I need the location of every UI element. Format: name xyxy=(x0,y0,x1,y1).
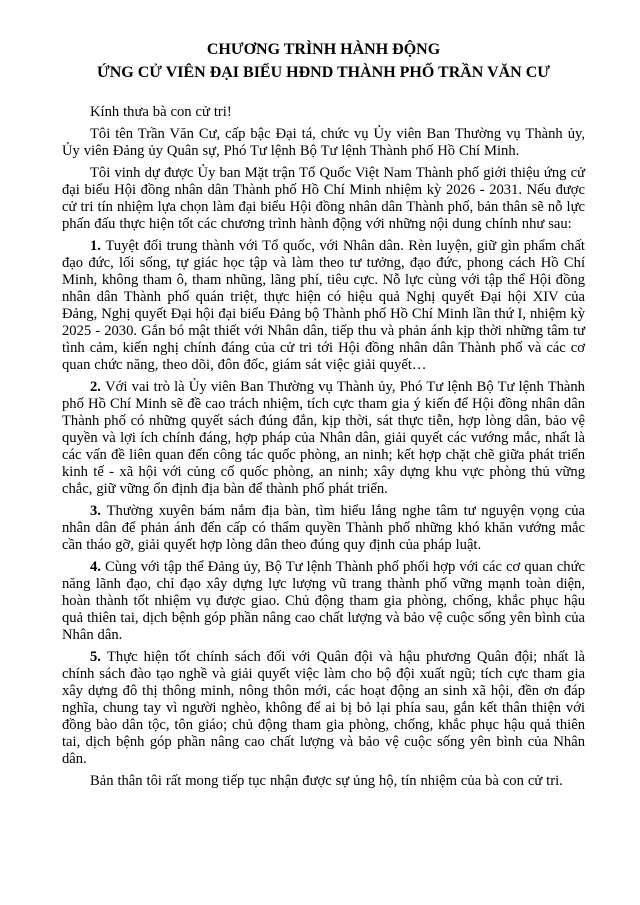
paragraph-number: 4. xyxy=(90,559,106,575)
paragraph: 5. Thực hiện tốt chính sách đối với Quân đội và hậu phương Quân đội; nhất là chính sách đào tạo nghề và giải quyết việc làm cho bộ đội xuất ngũ; tích cực tham gia xây dựng đô thị thông minh, nông thôn mới, các hoạt động an sinh xã hội, đền ơn đáp nghĩa, chung tay vì người nghèo, không để ai bị bỏ lại phía sau, gắn kết thân thiện với đồng bào dân tộc, tôn giáo; chủ động tham gia phòng, chống, khắc phục hậu quả thiên tai, dịch bệnh góp phần nâng cao chất lượng và bảo vệ cuộc sống yên bình của Nhân dân. xyxy=(62,649,585,767)
document-body xyxy=(62,104,585,790)
title-line-1: CHƯƠNG TRÌNH HÀNH ĐỘNG xyxy=(206,41,441,58)
paragraph: 2. Với vai trò là Ủy viên Ban Thường vụ Thành ủy, Phó Tư lệnh Bộ Tư lệnh Thành phố Hồ Chí Minh sẽ đề cao trách nhiệm, tích cực tham gia ý kiến để Hội đồng nhân dân Thành phố có những quyết sách đúng đắn, kịp thời, sát thực tiễn, hợp lòng dân, bảo vệ quyền và lợi ích chính đáng, hợp pháp của Nhân dân, giải quyết các vướng mắc, nhất là các vấn đề liên quan đến công tác quốc phòng, an ninh; kết hợp chặt chẽ giữa phát triển kinh tế - xã hội với củng cố quốc phòng, an ninh; xây dựng khu vực phòng thủ vững chắc, giữ vững ổn định địa bàn để thành phố phát triển. xyxy=(62,379,585,497)
paragraph: Kính thưa bà con cử tri! xyxy=(90,104,232,120)
paragraph-number: 5. xyxy=(90,649,108,665)
paragraph-number: 3. xyxy=(90,503,107,519)
paragraph: 1. Tuyệt đối trung thành với Tổ quốc, với Nhân dân. Rèn luyện, giữ gìn phẩm chất đạo đức, lối sống, tự giác học tập và làm theo tư tưởng, đạo đức, phong cách Hồ Chí Minh, không tham ô, tham nhũng, lãng phí, tiêu cực. Nỗ lực cùng với tập thể Hội đồng nhân dân Thành phố quán triệt, thực hiện có hiệu quả Nghị quyết Đại hội XIV của Đảng, Nghị quyết Đại hội đại biểu Đảng bộ Thành phố Hồ Chí Minh lần thứ I, nhiệm kỳ 2025 - 2030. Gắn bó mật thiết với Nhân dân, tiếp thu và phản ánh kịp thời những tâm tư tình cảm, kiến nghị chính đáng của cử tri tới Hội đồng nhân dân Thành phố và các cơ quan chức năng, theo dõi, đôn đốc, giám sát việc giải quyết… xyxy=(62,238,585,373)
paragraph: Bản thân tôi rất mong tiếp tục nhận được sự ủng hộ, tín nhiệm của bà con cử tri. xyxy=(90,773,563,789)
paragraph-number: 2. xyxy=(90,379,106,395)
title-line-2: ỨNG CỬ VIÊN ĐẠI BIỂU HĐND THÀNH PHỐ TRẦN VĂN CƯ xyxy=(96,64,551,81)
document-title xyxy=(62,38,585,84)
paragraph-number: 1. xyxy=(90,238,106,254)
paragraph: 3. Thường xuyên bám nắm địa bàn, tìm hiểu lắng nghe tâm tư nguyện vọng của nhân dân để phản ánh đến cấp có thẩm quyền Thành phố những khó khăn vướng mắc cần tháo gỡ, giải quyết hợp lòng dân theo đúng quy định của pháp luật. xyxy=(62,503,585,553)
paragraph: 4. Cùng với tập thể Đảng ủy, Bộ Tư lệnh Thành phố phối hợp với các cơ quan chức năng lãnh đạo, chỉ đạo xây dựng lực lượng vũ trang thành phố vững mạnh toàn diện, hoàn thành tốt nhiệm vụ được giao. Chủ động tham gia phòng, chống, khắc phục hậu quả thiên tai, dịch bệnh góp phần nâng cao chất lượng và bảo vệ cuộc sống yên bình của Nhân dân. xyxy=(62,559,585,643)
paragraph: Tôi vinh dự được Ủy ban Mặt trận Tổ Quốc Việt Nam Thành phố giới thiệu ứng cử đại biểu Hội đồng nhân dân Thành phố Hồ Chí Minh nhiệm kỳ 2026 - 2031. Nếu được cử tri tín nhiệm lựa chọn làm đại biểu Hội đồng nhân dân Thành phố, bản thân sẽ nỗ lực phấn đấu thực hiện tốt các chương trình hành động với những nội dung chính như sau: xyxy=(62,165,585,232)
paragraph: Tôi tên Trần Văn Cư, cấp bậc Đại tá, chức vụ Ủy viên Ban Thường vụ Thành ủy, Ủy viên Đảng ủy Quân sự, Phó Tư lệnh Bộ Tư lệnh Thành phố Hồ Chí Minh. xyxy=(62,126,585,159)
